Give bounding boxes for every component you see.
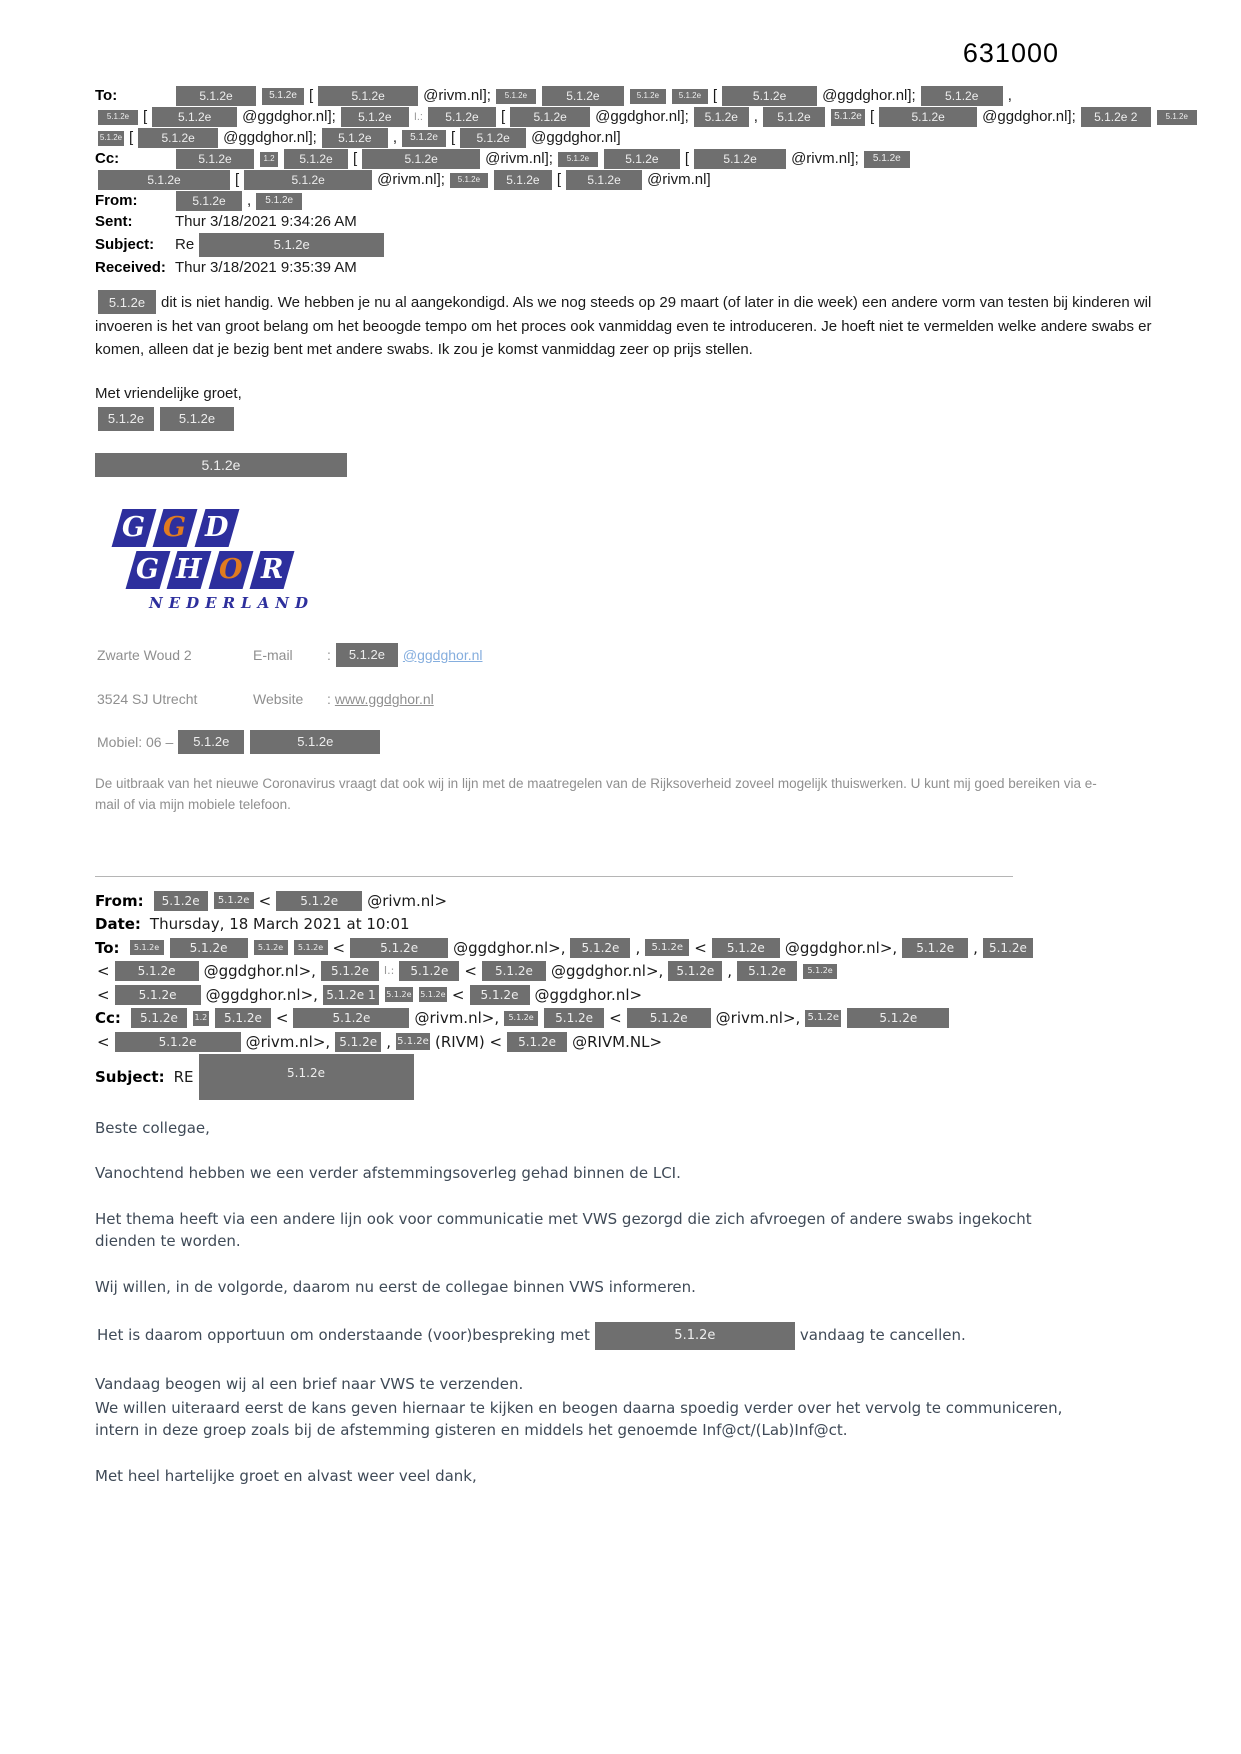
redaction-box: 5.1.2e <box>130 940 164 955</box>
text: @ggdghor.nl>, <box>550 962 664 981</box>
redaction-box: 5.1.2e <box>98 170 230 190</box>
redaction-box: 5.1.2e <box>879 107 977 127</box>
text: Het is daarom opportuun om onderstaande (voor)bespreking met <box>97 1326 590 1345</box>
redaction-box: 5.1.2e <box>254 940 288 955</box>
logo-tile <box>126 551 171 589</box>
redaction-box: 5.1.2e <box>722 86 817 106</box>
line <box>95 936 1161 959</box>
line <box>95 889 1161 912</box>
text: : <box>327 646 331 663</box>
line <box>95 107 1188 127</box>
redaction-box: 5.1.2e <box>803 964 837 979</box>
logo-letter: G <box>136 554 160 586</box>
text: @rivm.nl]; <box>377 171 445 189</box>
redaction-box: 5.1.2e <box>385 987 413 1002</box>
text: , <box>727 962 733 981</box>
email2-paragraph: We willen uiteraard eerst de kans geven hiernaar te kijken en beogen daarna spoedig verder over het vervolg te communiceren, intern in deze groep zoals bij de afstemming gisteren en middels het genoemde Inf@ct/(Lab)Inf@ct. <box>95 1399 1063 1439</box>
line <box>95 642 1161 666</box>
header-label: From: <box>95 192 138 210</box>
redaction-box: 5.1.2e <box>694 149 786 169</box>
redaction-box: 5.1.2e <box>450 173 488 188</box>
line <box>95 128 1161 148</box>
text: < <box>258 891 272 910</box>
line <box>95 258 1161 278</box>
header-label: To: <box>95 938 120 957</box>
redaction-box: 5.1.2e <box>1157 110 1197 125</box>
logo-tile <box>112 509 157 547</box>
text: @ggdghor.nl> <box>534 985 643 1004</box>
line <box>95 290 1161 361</box>
text: @ggdghor.nl] <box>531 129 621 147</box>
text: vandaag te cancellen. <box>799 1326 966 1345</box>
document-number: 631000 <box>962 38 1059 68</box>
link[interactable]: www.ggdghor.nl <box>334 690 434 707</box>
redaction-box: 5.1.2e 1 <box>323 985 379 1005</box>
text: , <box>753 108 758 126</box>
text: < <box>97 1032 110 1051</box>
text: [ <box>143 108 148 126</box>
text: Thursday, 18 March 2021 at 10:01 <box>149 915 410 934</box>
email2-header <box>95 889 1161 1100</box>
line <box>95 687 1161 710</box>
logo-letter: H <box>176 554 203 586</box>
redaction-box: 5.1.2e <box>566 170 642 190</box>
redaction-box: 5.1.2e <box>595 1322 795 1350</box>
redaction-box: 5.1.2e <box>318 86 418 106</box>
line <box>95 1030 1161 1053</box>
text: [ <box>556 171 562 189</box>
line <box>95 170 1161 190</box>
redaction-box: 5.1.2e <box>176 86 256 106</box>
text: Website <box>253 690 304 707</box>
text: @rivm.nl>, <box>715 1009 801 1028</box>
text: RE <box>173 1067 194 1086</box>
logo-letter: R <box>261 554 284 586</box>
header-label: Subject: <box>95 236 155 254</box>
text: @rivm.nl> <box>367 891 448 910</box>
text: [ <box>500 108 506 126</box>
redaction-box: 5.1.2e <box>396 1033 430 1050</box>
email2-body <box>95 1118 1161 1488</box>
line <box>95 1007 1161 1030</box>
redaction-box: 5.1.2e <box>712 938 780 958</box>
text: Thur 3/18/2021 9:35:39 AM <box>175 259 357 277</box>
email1-signoff: Met vriendelijke groet, <box>95 385 242 403</box>
text: Zwarte Woud 2 <box>97 646 192 663</box>
redaction-box: 5.1.2e <box>510 107 590 127</box>
text: < <box>694 938 707 957</box>
line <box>95 730 1161 754</box>
text: Re <box>175 236 195 254</box>
redaction-box: 5.1.2e <box>737 961 797 981</box>
email2-paragraph: Het thema heeft via een andere lijn ook voor communicatie met VWS gezorgd die zich afvroegen of andere swabs ingekocht dienden te worden. <box>95 1210 1032 1250</box>
redaction-box: 5.1.2e <box>115 961 199 981</box>
redaction-box: 5.1.2e <box>322 128 388 148</box>
redaction-box: 1.2 <box>193 1011 209 1026</box>
line <box>95 1322 1161 1350</box>
redaction-box: 5.1.2e <box>902 938 968 958</box>
redaction-box: 5.1.2e <box>460 128 526 148</box>
text: [ <box>129 129 134 147</box>
line <box>95 407 1161 431</box>
header-label: Subject: <box>95 1067 165 1086</box>
text: < <box>275 1009 289 1028</box>
redaction-box: 5.1.2e <box>95 453 347 477</box>
redaction-box: 5.1.2e <box>983 938 1033 958</box>
redaction-box: 5.1.2e <box>199 233 384 257</box>
email2-paragraph-redacted <box>95 1322 1161 1350</box>
text: [ <box>684 150 690 168</box>
line <box>95 453 1161 477</box>
ggd-ghor-logo <box>117 509 1161 612</box>
redaction-box: 5.1.2e <box>336 643 398 667</box>
logo-letter: G <box>163 512 187 544</box>
redaction-box: 5.1.2e <box>362 149 480 169</box>
text: (RIVM) < <box>434 1032 503 1051</box>
text: [ <box>353 150 358 168</box>
redaction-box: 5.1.2e <box>350 938 448 958</box>
redaction-box: 5.1.2e <box>115 985 201 1005</box>
header-label: From: <box>95 891 144 910</box>
redaction-box: 5.1.2e <box>496 89 536 104</box>
redaction-box: 5.1.2e <box>847 1008 949 1028</box>
covid-disclaimer: De uitbraak van het nieuwe Coronavirus vraagt dat ook wij in lijn met de maatregelen van de Rijksoverheid zoveel mogelijk thuiswerken. U kunt mij goed bereiken via e-mail of via mijn mobiele telefoon. <box>95 776 1097 813</box>
header-label: Received: <box>95 259 166 277</box>
text: , <box>973 938 978 957</box>
text: , <box>392 129 397 147</box>
logo-row-ggd <box>117 509 1161 550</box>
redaction-box: 5.1.2e <box>668 961 722 981</box>
redaction-box: 5.1.2e <box>428 107 496 127</box>
line <box>95 1054 1161 1100</box>
text: @ggdghor.nl>, <box>453 938 566 957</box>
logo-tile <box>250 551 295 589</box>
text: , <box>386 1032 391 1051</box>
email2-paragraph: Wij willen, in de volgorde, daarom nu eerst de collegae binnen VWS informeren. <box>95 1277 696 1296</box>
text: < <box>609 1009 622 1028</box>
email1-header <box>95 86 1188 278</box>
redaction-box: 5.1.2e <box>672 89 708 104</box>
logo-tile <box>208 551 253 589</box>
email2-paragraph: Beste collegae, <box>95 1118 210 1137</box>
redaction-box: 5.1.2e <box>176 191 242 211</box>
redaction-box: 5.1.2e <box>293 1008 409 1028</box>
text: < <box>97 985 110 1004</box>
email2-paragraph: Vanochtend hebben we een verder afstemmingsoverleg gehad binnen de LCI. <box>95 1164 681 1183</box>
redaction-box: 5.1.2e <box>98 407 154 431</box>
text: @rivm.nl]; <box>423 87 491 105</box>
redaction-box: 5.1.2e <box>276 891 362 911</box>
header-label: Sent: <box>95 213 133 231</box>
redaction-box: 5.1.2e <box>335 1032 381 1052</box>
redaction-box: 5.1.2e <box>419 987 447 1002</box>
contact-block <box>95 642 1161 754</box>
redaction-box: 5.1.2e <box>98 131 124 146</box>
redaction-box: 5.1.2e <box>98 290 156 314</box>
text: @ggdghor.nl]; <box>822 87 916 105</box>
redaction-box: 5.1.2e <box>294 940 328 955</box>
line <box>95 149 1161 169</box>
redaction-box: 5.1.2e <box>214 892 254 909</box>
line <box>95 86 1161 106</box>
redaction-box: 5.1.2e <box>831 109 865 126</box>
text: < <box>97 962 110 981</box>
logo-row-ghor <box>131 551 1161 592</box>
redaction-box: 5.1.2e <box>256 193 302 210</box>
text: I.: <box>413 111 423 124</box>
text: dit is niet handig. We hebben je nu al aangekondigd. Als we nog steeds op 29 maart (of later in die week) een andere vorm van testen bij kinderen wil invoeren is het van groot belang om het beoogde tempo om het proces ook vanmiddag even te introduceren. Je hoeft niet te vermelden welke andere swabs er komen, alleen dat je bezig bent met andere swabs. Ik zou je komst vanmiddag zeer op prijs stellen. <box>95 293 1152 359</box>
redaction-box: 5.1.2e 2 <box>1081 107 1151 127</box>
redaction-box: 5.1.2e <box>570 938 630 958</box>
redaction-box: 5.1.2e <box>262 88 304 105</box>
text: < <box>332 938 346 957</box>
text: [ <box>712 87 718 105</box>
redaction-box: 5.1.2e <box>763 107 825 127</box>
email1-signoff-redactions <box>95 407 1161 431</box>
line <box>95 191 1161 211</box>
text: @rivm.nl>, <box>414 1009 500 1028</box>
logo-country-label: NEDERLAND <box>149 594 314 613</box>
text: @ggdghor.nl>, <box>205 985 318 1004</box>
redaction-box: 5.1.2e <box>921 86 1003 106</box>
text: [ <box>450 129 456 147</box>
redaction-box: 5.1.2e <box>138 128 218 148</box>
text: 3524 SJ Utrecht <box>97 690 198 707</box>
header-label: Cc: <box>95 1009 121 1028</box>
line <box>95 233 1161 257</box>
redaction-box: 5.1.2e <box>250 730 380 754</box>
logo-tile <box>194 509 239 547</box>
redaction-box: 1.2 <box>260 152 278 167</box>
header-label: Cc: <box>95 150 120 168</box>
text: E-mail <box>253 646 293 663</box>
redaction-box: 5.1.2e <box>402 130 446 147</box>
line <box>95 960 1161 983</box>
redaction-box: 5.1.2e <box>630 89 666 104</box>
text: @ggdghor.nl]; <box>982 108 1076 126</box>
redaction-box: 5.1.2e <box>694 107 749 127</box>
text: @RIVM.NL> <box>572 1032 663 1051</box>
text: @rivm.nl]; <box>791 150 859 168</box>
header-label: To: <box>95 87 118 105</box>
text: [ <box>869 108 875 126</box>
text: @ggdghor.nl]; <box>595 108 689 126</box>
redaction-box: 5.1.2e <box>284 149 348 169</box>
redaction-box: 5.1.2e <box>542 86 624 106</box>
text: [ <box>309 87 314 105</box>
text: < <box>451 985 465 1004</box>
text: < <box>464 962 477 981</box>
redaction-box: 5.1.2e <box>544 1008 604 1028</box>
text: @rivm.nl]; <box>485 150 553 168</box>
text: @ggdghor.nl]; <box>223 129 317 147</box>
redaction-box: 5.1.2e <box>504 1011 538 1026</box>
redaction-box: 5.1.2e <box>805 1010 841 1027</box>
redaction-box: 5.1.2e <box>98 110 138 125</box>
text: Thur 3/18/2021 9:34:26 AM <box>175 213 357 231</box>
email1-title-redaction <box>95 453 1161 477</box>
logo-letter: D <box>205 512 229 544</box>
line <box>95 913 1161 936</box>
email2-paragraph: Met heel hartelijke groet en alvast weer veel dank, <box>95 1466 477 1485</box>
redaction-box: 5.1.2e <box>341 107 409 127</box>
redaction-box: 5.1.2e <box>178 730 244 754</box>
redaction-box: 5.1.2e <box>199 1054 414 1100</box>
redaction-box: 5.1.2e <box>215 1008 271 1028</box>
text: , <box>1007 87 1012 105</box>
redaction-box: 5.1.2e <box>604 149 680 169</box>
redaction-box: 5.1.2e <box>507 1032 567 1052</box>
text: , <box>247 192 252 210</box>
text: @ggdghor.nl>, <box>784 938 898 957</box>
redaction-box: 5.1.2e <box>470 985 530 1005</box>
redaction-box: 5.1.2e <box>131 1008 187 1028</box>
logo-tile <box>153 509 198 547</box>
redaction-box: 5.1.2e <box>152 107 237 127</box>
email2-paragraph: Vandaag beogen wij al een brief naar VWS te verzenden. <box>95 1375 524 1394</box>
logo-tile <box>167 551 212 589</box>
text: @ggdghor.nl>, <box>203 962 316 981</box>
logo-letter: G <box>122 512 146 544</box>
redaction-box: 5.1.2e <box>864 151 910 168</box>
text: : <box>327 690 331 707</box>
redaction-box: 5.1.2e <box>558 152 598 167</box>
logo-letter: O <box>219 554 243 586</box>
text: , <box>635 938 641 957</box>
text: @rivm.nl>, <box>245 1032 331 1051</box>
line <box>95 212 1161 232</box>
document-content <box>95 86 1188 1511</box>
text: [ <box>235 171 240 189</box>
separator <box>95 876 1013 877</box>
redaction-box: 5.1.2e <box>494 170 552 190</box>
redaction-box: 5.1.2e <box>170 938 248 958</box>
link[interactable]: @ggdghor.nl <box>402 646 483 663</box>
email1-body <box>95 290 1161 361</box>
redaction-box: 5.1.2e <box>321 961 379 981</box>
header-label: Date: <box>95 915 141 934</box>
redaction-box: 5.1.2e <box>154 891 208 911</box>
text: @ggdghor.nl]; <box>242 108 336 126</box>
redaction-box: 5.1.2e <box>627 1008 711 1028</box>
redaction-box: 5.1.2e <box>160 407 234 431</box>
line <box>95 983 1161 1006</box>
text: @rivm.nl] <box>647 171 711 189</box>
redaction-box: 5.1.2e <box>482 961 546 981</box>
redaction-box: 5.1.2e <box>244 170 372 190</box>
text: I.: <box>383 964 395 978</box>
redaction-box: 5.1.2e <box>645 939 689 956</box>
redaction-box: 5.1.2e <box>176 149 254 169</box>
redaction-box: 5.1.2e <box>115 1032 241 1052</box>
redaction-box: 5.1.2e <box>399 961 459 981</box>
text: Mobiel: 06 – <box>97 734 174 751</box>
